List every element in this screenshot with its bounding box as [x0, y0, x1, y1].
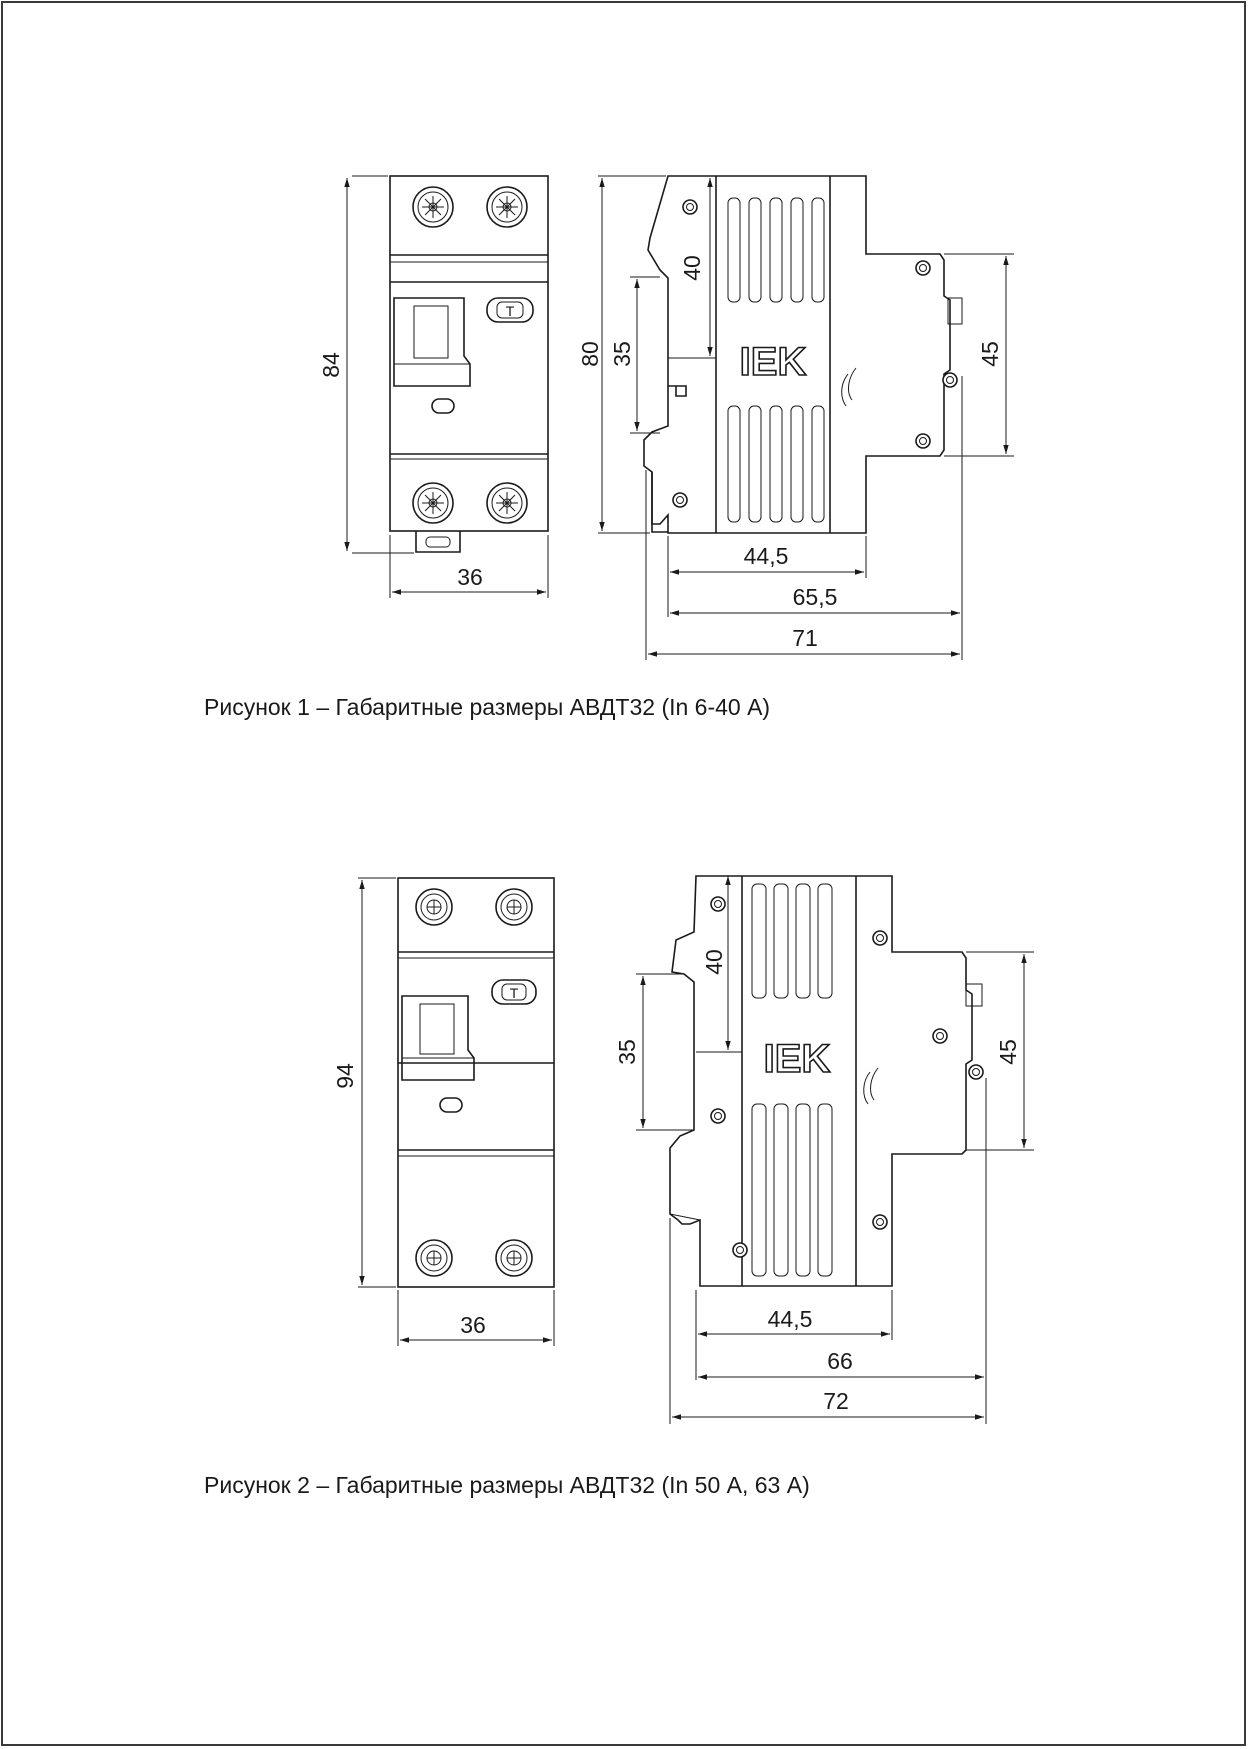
dim-module: 45	[977, 341, 1003, 367]
dim-depth-b: 65,5	[792, 584, 838, 610]
terminal-screw-icon	[416, 1240, 452, 1276]
terminal-screw-icon	[496, 1240, 532, 1276]
terminal-screw-icon	[496, 889, 532, 925]
dim-height: 94	[332, 1063, 358, 1089]
figure2-side-view	[614, 876, 1034, 1424]
dim-depth-b: 66	[827, 1348, 853, 1374]
dim-depth-total: 71	[792, 625, 818, 651]
dim-rail: 35	[609, 341, 635, 367]
terminal-screw-icon	[487, 187, 527, 227]
dim-depth-a: 44,5	[767, 1306, 813, 1332]
figure2-front-view	[332, 878, 554, 1346]
dim-module: 45	[995, 1039, 1021, 1065]
terminal-screw-icon	[487, 483, 527, 523]
figure2-caption: Рисунок 2 – Габаритные размеры АВДТ32 (In 50 А, 63 А)	[204, 1472, 810, 1498]
terminal-screw-icon	[413, 187, 453, 227]
dim-width: 36	[457, 564, 483, 590]
dim-height: 84	[318, 352, 344, 378]
brand-logo-icon: IEK	[763, 1037, 831, 1081]
figure1-front-view	[318, 176, 548, 598]
dim-rail: 35	[614, 1039, 640, 1065]
toggle-lever-icon	[402, 996, 474, 1080]
toggle-lever-icon	[394, 298, 470, 386]
terminal-screw-icon	[413, 483, 453, 523]
dim-depth-total: 72	[823, 1388, 849, 1414]
figure1-side-view	[577, 176, 1014, 660]
test-button-label: T	[505, 303, 515, 319]
dim-upper: 40	[701, 949, 727, 975]
dim-width: 36	[460, 1312, 486, 1338]
brand-logo-icon: IEK	[739, 340, 807, 384]
dim-depth-a: 44,5	[743, 543, 789, 569]
figure1-caption: Рисунок 1 – Габаритные размеры АВДТ32 (In 6-40 А)	[204, 694, 771, 720]
terminal-screw-icon	[416, 889, 452, 925]
dim-upper: 40	[679, 255, 705, 281]
dim-total-height: 80	[577, 341, 603, 367]
test-button-label: T	[509, 985, 519, 1001]
